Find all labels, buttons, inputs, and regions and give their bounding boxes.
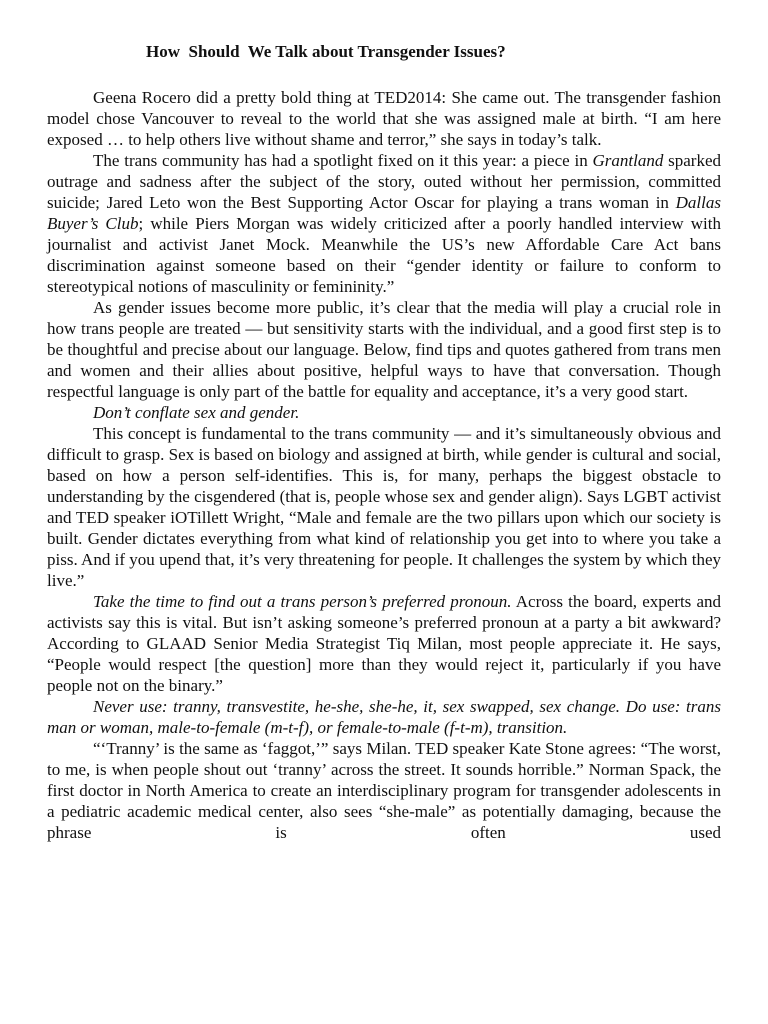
paragraph-pronoun-text: Across the board, experts and activists say this is vital. But isn’t asking someone’s preferred pronoun at a party a bit awkward? According to GLAAD Senior Media Strategist Tiq Milan, most people appreciate it. He says, “People would respect [the question] more than they would reject it, particularly if you have people not on the binary.”: [47, 592, 721, 695]
paragraph-spotlight-text-c: sparked outrage and sadness after the subject of the story, outed without her permission, committed suicide; Jared Leto won the Best Supporting Actor Oscar for playing a trans woman in: [47, 151, 721, 212]
tip-heading-pronoun: Take the time to find out a trans person’s preferred pronoun.: [93, 592, 512, 611]
paragraph-spotlight: [47, 150, 721, 297]
paragraph-sex-gender: This concept is fundamental to the trans community — and it’s simultaneously obvious and difficult to grasp. Sex is based on biology and assigned at birth, while gender is cultural and social, based on how a person self-identifies. This is, for many, perhaps the biggest obstacle to understanding by the cisgendered (that is, people whose sex and gender align). Says LGBT activist and TED speaker iOTillett Wright, “Male and female are the two pillars upon which our society is built. Gender dictates everything from what kind of relationship you get into to where you take a piss. And if you upend that, it’s very threatening for people. It challenges the system by which they live.”: [47, 424, 721, 590]
paragraph-media-role: As gender issues become more public, it’s clear that the media will play a crucial role in how trans people are treated — but sensitivity starts with the individual, and a good first step is to be thoughtful and precise about our language. Below, find tips and quotes gathered from trans men and women and their allies about positive, helpful ways to have that conversation. Though respectful language is only part of the battle for equality and acceptance, it’s a very good start.: [47, 298, 721, 401]
paragraph-intro: Geena Rocero did a pretty bold thing at TED2014: She came out. The transgender fashion model chose Vancouver to reveal to the world that she was assigned male at birth. “I am here exposed … to help others live without shame and terror,” she says in today’s talk.: [47, 88, 721, 149]
paragraph-spotlight-text-a: The trans community has had a spotlight fixed on it this year: a piece in: [93, 151, 593, 170]
dallas-buyers-club-title: Dallas Buyer’s Club: [47, 193, 721, 233]
grantland-title: Grantland: [592, 151, 664, 170]
document-title: How Should We Talk about Transgender Issues?: [146, 42, 506, 61]
tip-heading-sex-gender: [47, 402, 721, 423]
document-page: [47, 40, 721, 843]
paragraph-spotlight-text-e: ; while Piers Morgan was widely criticized after a poorly handled interview with journalist and activist Janet Mock. Meanwhile the US’s new Affordable Care Act bans discrimination against someone based on their “gender identity or failure to conform to stereotypical notions of masculinity or femininity.”: [47, 214, 722, 296]
tip-heading-sex-gender-text: Don’t conflate sex and gender.: [93, 403, 300, 422]
paragraph-tranny-quote: “‘Tranny’ is the same as ‘faggot,’” says Milan. TED speaker Kate Stone agrees: “The worst, to me, is when people shout out ‘tranny’ across the street. It sounds horrible.” Norman Spack, the first doctor in North America to create an interdisciplinary program for transgender adolescents in a pediatric academic medical center, also sees “she-male” as potentially damaging, because the phrase is often used: [47, 739, 721, 842]
tip-heading-terms: [47, 696, 721, 738]
paragraph-pronoun: [47, 591, 721, 696]
tip-heading-terms-text: Never use: tranny, transvestite, he-she, she-he, it, sex swapped, sex change. Do use: trans man or woman, male-to-female (m-t-f), or female-to-male (f-t-m), transition.: [47, 697, 721, 737]
